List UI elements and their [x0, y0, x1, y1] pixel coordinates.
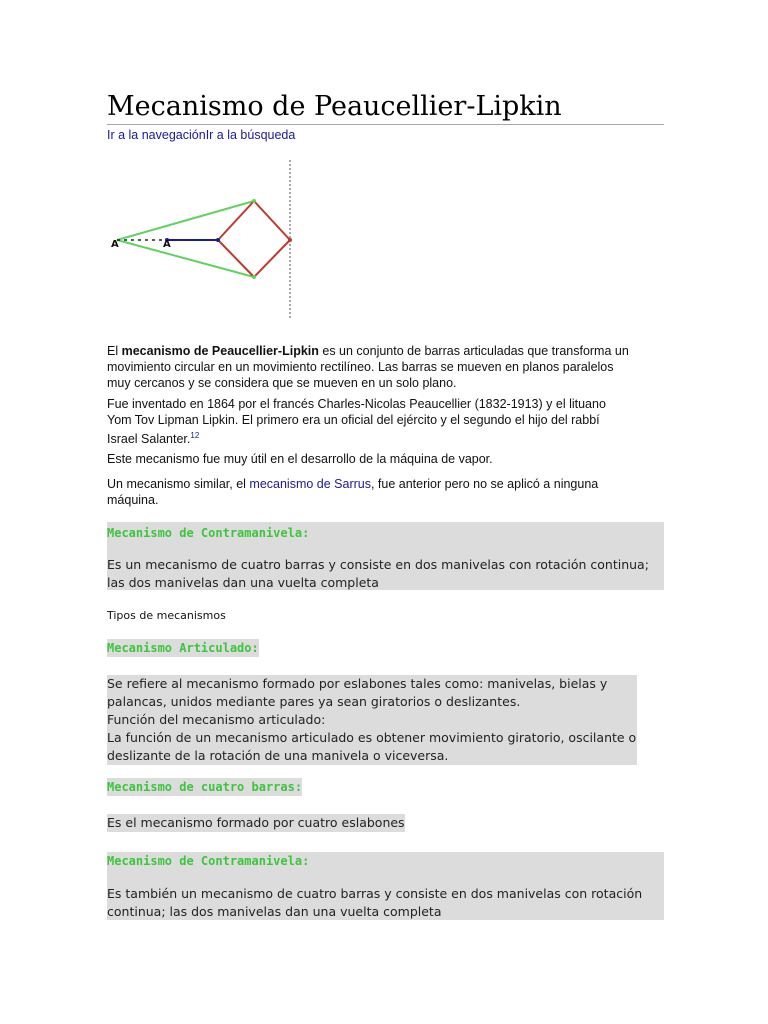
joint-bottom: [252, 275, 256, 279]
section-contramanivela-1: [107, 522, 664, 590]
section-text: Es también un mecanismo de cuatro barras y consiste en dos manivelas con rotación continua; las dos manivelas dan una vuelta completa: [107, 886, 643, 919]
joint-top: [252, 199, 256, 203]
tipos-heading: Tipos de mecanismos: [107, 609, 226, 622]
page-title: Mecanismo de Peaucellier-Lipkin: [107, 90, 664, 125]
red-bar-3: [254, 240, 290, 277]
sarrus-link[interactable]: mecanismo de Sarrus: [249, 477, 371, 491]
label-a-fixed: A: [111, 239, 119, 250]
reference-sup[interactable]: 12: [190, 431, 200, 440]
intro-paragraph-2: Fue inventado en 1864 por el francés Charles-Nicolas Peaucellier (1832-1913) y el lituano Yom Tov Lipman Lipkin. El primero era un oficial del ejército y el segundo el hijo del rabbí Israel Salanter.$^{12}$: [107, 397, 606, 447]
section-heading: Mecanismo de Contramanivela:: [107, 854, 310, 868]
section-heading: Mecanismo de Contramanivela:: [107, 526, 310, 540]
label-a-moving: A: [163, 239, 171, 250]
joint-inner: [216, 238, 220, 242]
intro-paragraph-4: Un mecanismo similar, el mecanismo de Sarrus, fue anterior pero no se aplicó a ninguna máquina.: [107, 477, 599, 507]
green-bar-upper: [117, 201, 254, 240]
skip-links: [107, 128, 295, 142]
green-bar-lower: [117, 240, 254, 277]
intro-paragraph-1: El mecanismo de Peaucellier-Lipkin es un conjunto de barras articuladas que transforma un movimiento circular en un movimiento rectilíneo. Las barras se mueven en planos paralelos muy cercanos y se considera que se mueven en un solo plano.: [107, 344, 629, 390]
section-heading-cuatro-barras: Mecanismo de cuatro barras:: [107, 780, 303, 794]
nav-link-search[interactable]: Ir a la búsqueda: [205, 128, 296, 142]
joint-right: [288, 238, 292, 242]
section-text: Es un mecanismo de cuatro barras y consiste en dos manivelas con rotación continua; las dos manivelas dan una vuelta completa: [107, 557, 649, 590]
nav-link-navigation[interactable]: Ir a la navegación: [107, 128, 206, 142]
linkage-diagram: [107, 158, 297, 320]
intro-paragraph-3: Este mecanismo fue muy útil en el desarrollo de la máquina de vapor.: [107, 452, 493, 466]
section-contramanivela-2: [107, 852, 664, 920]
term-bold: mecanismo de Peaucellier-Lipkin: [121, 344, 319, 358]
section-heading-articulado: Mecanismo Articulado:: [107, 641, 259, 655]
red-bar-2: [254, 201, 290, 240]
section-text-cuatro-barras: Es el mecanismo formado por cuatro eslabones: [107, 815, 405, 830]
section-text-articulado: Se refiere al mecanismo formado por eslabones tales como: manivelas, bielas y palancas, unidos mediante pares ya sean giratorios o deslizantes. Función del mecanismo articulado: La función de un mecanismo articulado es obtener movimiento giratorio, oscilante o deslizante de la rotación de una manivela o viceversa.: [107, 676, 637, 763]
